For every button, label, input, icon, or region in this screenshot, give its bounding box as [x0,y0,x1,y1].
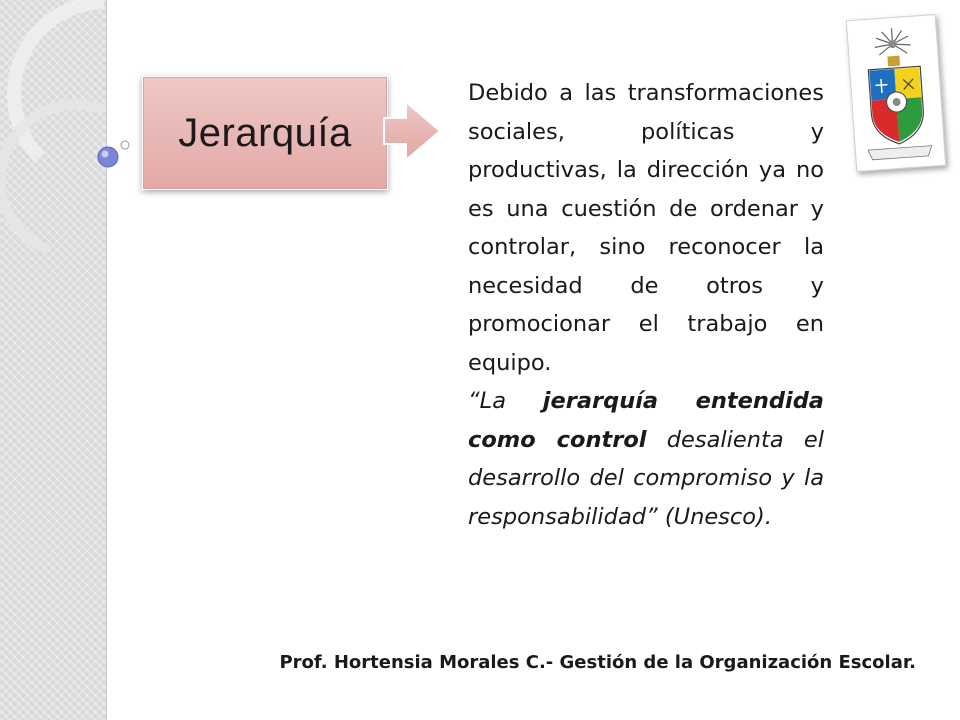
quote-open: “La [468,388,543,414]
topic-box [142,76,388,190]
circle-orbit-icon [0,0,140,300]
content-text [468,74,824,536]
topic-title: Jerarquía [178,110,352,155]
logo-card [846,14,946,172]
unesco-quote [468,382,824,536]
quote-bold-control: como control [468,426,647,453]
footer-credit: Prof. Hortensia Morales C.- Gestión de la Organización Escolar. [279,652,916,673]
quote-rest: desalienta el desarrollo del compromiso y la responsabilidad” (Unesco). [468,426,824,530]
quote-bold-jerarquia: jerarquía [542,388,659,414]
university-crest-icon [851,19,941,166]
main-paragraph: Debido a las transformaciones sociales, políticas y productivas, la dirección ya no es una cuestión de ordenar y controlar, sino reconocer la necesidad de otros y promocionar el trabajo en equipo. [468,80,824,376]
quote-bold-entendida: entendida [658,388,824,414]
right-arrow-icon [384,100,444,162]
